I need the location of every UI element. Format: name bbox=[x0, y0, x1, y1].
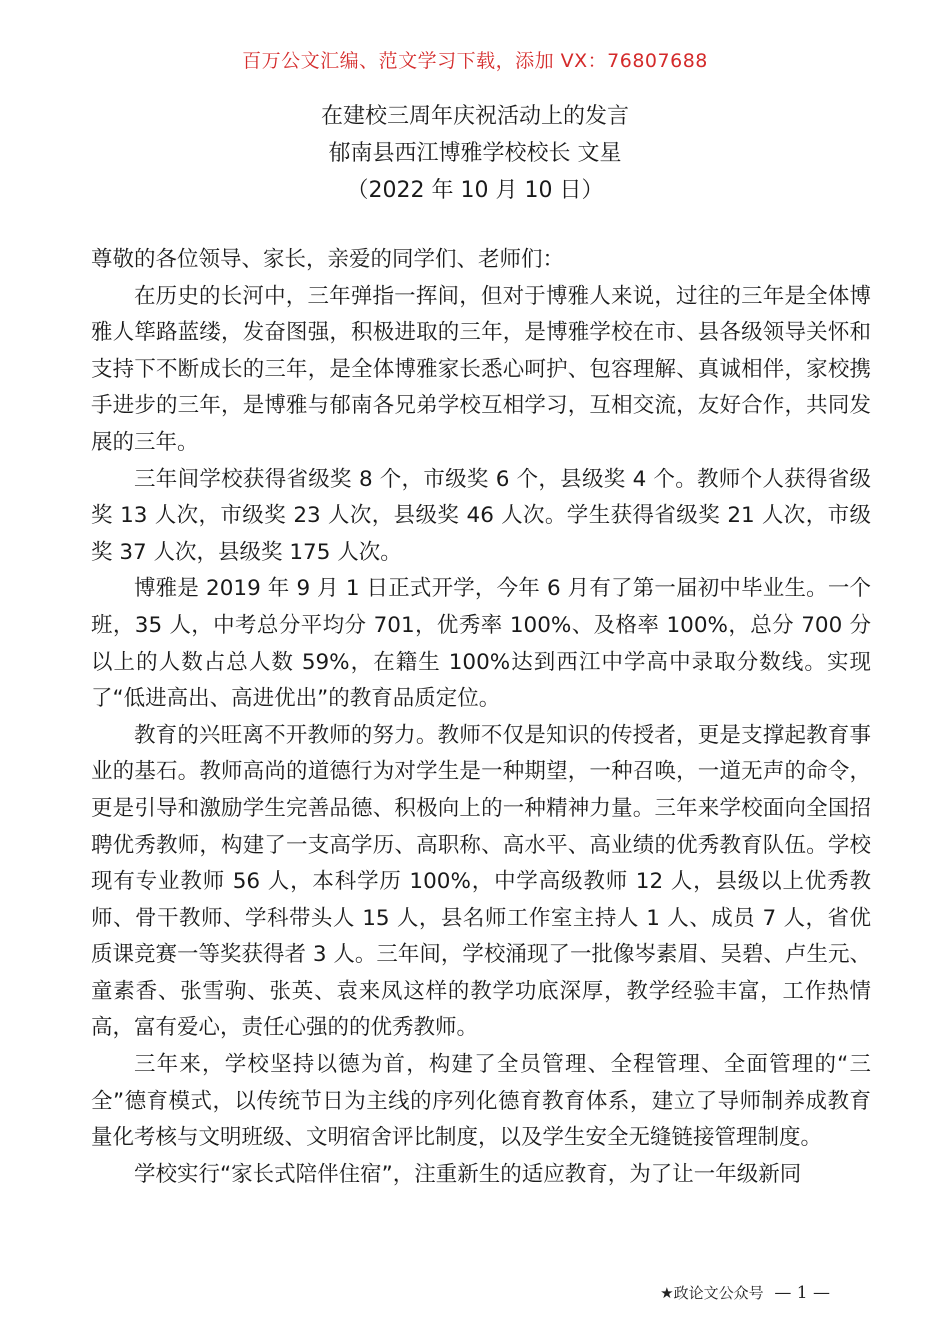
paragraph: 三年来，学校坚持以德为首，构建了全员管理、全程管理、全面管理的“三全”德育模式，以传统节日为主线的序列化德育教育体系，建立了导师制养成教育量化考核与文明班级、文明宿舍评比制度，以及学生安全无缝链接管理制度。 bbox=[91, 1052, 871, 1151]
document-date: （2022 年 10 月 10 日） bbox=[346, 178, 604, 203]
document-title: 在建校三周年庆祝活动上的发言 bbox=[320, 104, 629, 129]
page-footer bbox=[660, 1282, 830, 1303]
document-body bbox=[91, 242, 871, 1193]
paragraph: 学校实行“家长式陪伴住宿”，注重新生的适应教育，为了让一年级新同 bbox=[134, 1161, 802, 1187]
paragraph: 在历史的长河中，三年弹指一挥间，但对于博雅人来说，过往的三年是全体博雅人筚路蓝缕，发奋图强，积极进取的三年，是博雅学校在市、县各级领导关怀和支持下不断成长的三年，是全体博雅家长悉心呵护、包容理解、真诚相伴，家校携手进步的三年，是博雅与郁南各兄弟学校互相学习，互相交流，友好合作，共同发展的三年。 bbox=[91, 283, 871, 455]
paragraph: 博雅是 2019 年 9 月 1 日正式开学，今年 6 月有了第一届初中毕业生。一个班，35 人，中考总分平均分 701，优秀率 100%、及格率 100%，总分 700 分以上的人数占总人数 59%，在籍生 100%达到西江中学高中录取分数线。实现了“低进高出、高进优出”的教育品质定位。 bbox=[91, 576, 871, 712]
paragraph: 三年间学校获得省级奖 8 个，市级奖 6 个，县级奖 4 个。教师个人获得省级奖 13 人次，市级奖 23 人次，县级奖 46 人次。学生获得省级奖 21 人次，市级奖 37 人次，县级奖 175 人次。 bbox=[91, 466, 871, 565]
watermark-banner: 百万公文汇编、范文学习下载，添加 VX：76807688 bbox=[242, 50, 708, 72]
footer-source: ★政论文公众号 bbox=[660, 1284, 764, 1302]
paragraph: 教育的兴旺离不开教师的努力。教师不仅是知识的传授者，更是支撑起教育事业的基石。教师高尚的道德行为对学生是一种期望，一种召唤，一道无声的命令，更是引导和激励学生完善品德、积极向上的一种精神力量。三年来学校面向全国招聘优秀教师，构建了一支高学历、高职称、高水平、高业绩的优秀教育队伍。学校现有专业教师 56 人，本科学历 100%，中学高级教师 12 人，县级以上优秀教师、骨干教师、学科带头人 15 人，县名师工作室主持人 1 人、成员 7 人，省优质课竞赛一等奖获得者 3 人。三年间，学校涌现了一批像岑素眉、吴碧、卢生元、童素香、张雪驹、张英、袁来凤这样的教学功底深厚，教学经验丰富，工作热情高，富有爱心，责任心强的的优秀教师。 bbox=[91, 722, 871, 1041]
document-author: 郁南县西江博雅学校校长 文星 bbox=[328, 141, 622, 166]
salutation: 尊敬的各位领导、家长，亲爱的同学们、老师们： bbox=[91, 247, 565, 272]
page-number: — 1 — bbox=[774, 1283, 830, 1303]
document-header bbox=[0, 98, 950, 209]
